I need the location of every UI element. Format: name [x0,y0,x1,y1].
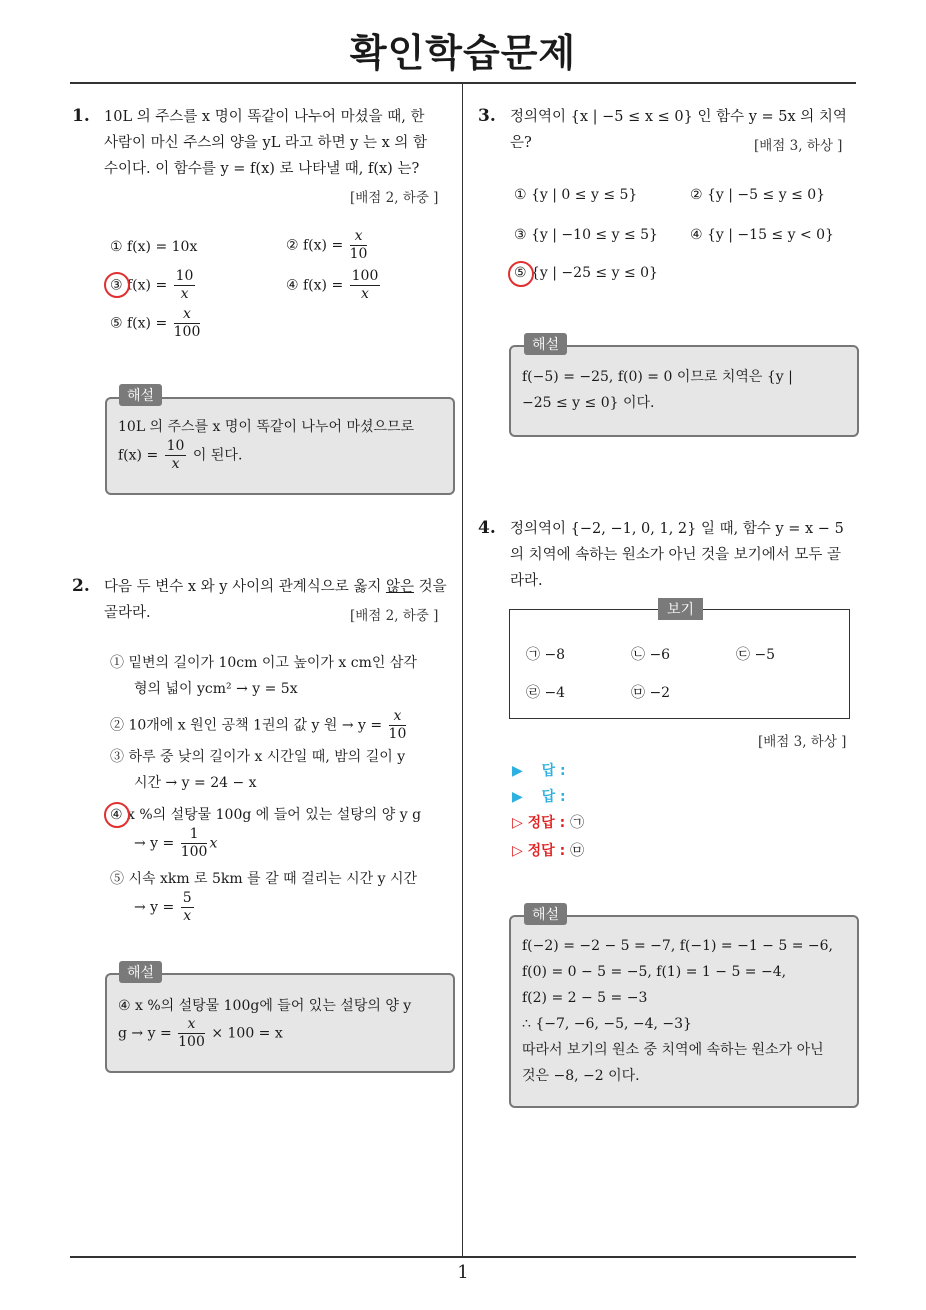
q1-choice-2-label: ② f(x) = [286,237,344,254]
q4-explanation-line4: ∴ {−7, −6, −5, −4, −3} [522,1016,692,1032]
q1-number: 1. [72,106,90,126]
q4-rank: [배점 3, 하상 ] [758,734,847,750]
q2-choice-4a[interactable]: ④ x %의 설탕물 100g 에 들어 있는 설탕의 양 y g [110,807,422,823]
bottom-rule [70,1256,856,1258]
q2-rank: [배점 2, 하중 ] [350,608,439,624]
page-number: 1 [457,1262,469,1283]
q2-explanation-line1: ④ x %의 설탕물 100g에 들어 있는 설탕의 양 y [118,998,412,1014]
q4-bogi-item-5: ㉤ −2 [631,685,671,701]
q4-line3: 라라. [510,573,543,589]
q2-choice-1a[interactable]: ① 밑변의 길이가 10cm 이고 높이가 x cm인 삼각 [110,655,417,671]
q4-answer-blank-1[interactable]: ▶ 답 : [512,763,566,779]
q4-line2: 의 치역에 속하는 원소가 아닌 것을 보기에서 모두 골 [510,547,842,563]
q4-explanation-line1: f(−2) = −2 − 5 = −7, f(−1) = −1 − 5 = −6, [522,938,833,954]
play-icon: ▶ [512,789,523,805]
q4-bogi-item-4: ㉣ −4 [526,685,566,701]
q3-selected-mark [508,261,534,287]
q3-choice-5[interactable]: ⑤ {y | −25 ≤ y ≤ 0} [514,265,658,281]
q2-line2: 골라라. [104,605,151,621]
q4-bogi-item-2: ㉡ −6 [631,647,671,663]
triangle-outline-icon: ▷ [512,843,523,859]
q4-explanation-line3: f(2) = 2 − 5 = −3 [522,990,648,1006]
q2-choice-3a[interactable]: ③ 하루 중 낮의 길이가 x 시간일 때, 밤의 길이 y [110,749,406,765]
q3-explanation-line1: f(−5) = −25, f(0) = 0 이므로 치역은 {y | [522,369,793,385]
q3-explanation-line2: −25 ≤ y ≤ 0} 이다. [522,395,655,411]
q4-bogi-box [509,609,850,719]
q2-choice-2[interactable]: ② 10개에 x 원인 공책 1권의 값 y 원 → y = $\frac{x}{10}$ [110,708,407,742]
q2-selected-mark [104,802,130,828]
q2-explanation-tag: 해설 [119,961,162,983]
page-title: 확인학습문제 [349,31,577,75]
q3-number: 3. [478,106,496,126]
q3-explanation-tag: 해설 [524,333,567,355]
q4-bogi-item-1: ㉠ −8 [526,647,566,663]
q2-choice-3b: 시간 → y = 24 − x [134,775,257,791]
q1-rank: [배점 2, 하중 ] [350,190,439,206]
q1-choice-2-fraction: $\frac{x}{10}$ [349,228,368,262]
q2-choice-1b: 형의 넓이 ycm² → y = 5x [134,681,298,697]
q4-bogi-item-3: ㉢ −5 [736,647,776,663]
q3-choice-1[interactable]: ① {y | 0 ≤ y ≤ 5} [514,187,638,203]
q1-explanation-line1: 10L 의 주스를 x 명이 똑같이 나누어 마셨으므로 [118,419,415,435]
q1-choice-4-fraction: $\frac{100}{x}$ [351,268,379,302]
q3-choice-3[interactable]: ③ {y | −10 ≤ y ≤ 5} [514,227,658,243]
q2-choice-4b: → y = $\frac{1}{100}$ x [134,826,218,860]
q1-line3: 수이다. 이 함수를 y = f(x) 로 나타낼 때, f(x) 는? [104,161,420,177]
q4-explanation-line6: 것은 −8, −2 이다. [522,1068,640,1084]
triangle-outline-icon: ▷ [512,815,523,831]
q1-choice-2[interactable] [286,228,369,263]
q1-choice-5-fraction: $\frac{x}{100}$ [173,306,201,340]
q1-choice-4-label: ④ f(x) = [286,277,344,294]
q1-explanation-tag: 해설 [119,384,162,406]
q1-line1: 10L 의 주스를 x 명이 똑같이 나누어 마셨을 때, 한 [104,109,425,125]
q1-choice-5[interactable] [110,306,202,341]
q4-answer-blank-2[interactable]: ▶ 답 : [512,789,566,805]
q4-line1: 정의역이 {−2, −1, 0, 1, 2} 일 때, 함수 y = x − 5 [510,521,844,537]
q1-selected-mark [104,272,130,298]
q3-choice-4[interactable]: ④ {y | −15 ≤ y < 0} [690,227,834,243]
q2-choice-5b: → y = $\frac{5}{x}$ [134,890,192,924]
q4-explanation-tag: 해설 [524,903,567,925]
q3-choice-2[interactable]: ② {y | −5 ≤ y ≤ 0} [690,187,826,203]
q1-choice-3-fraction: $\frac{10}{x}$ [175,268,194,302]
q3-rank: [배점 3, 하상 ] [754,138,843,154]
q4-number: 4. [478,518,496,538]
q4-explanation-line2: f(0) = 0 − 5 = −5, f(1) = 1 − 5 = −4, [522,964,787,980]
q2-line1: 다음 두 변수 x 와 y 사이의 관계식으로 옳지 않은 것을 [104,579,447,595]
q2-number: 2. [72,576,90,596]
q4-correct-answer-2: ▷ 정답 : ㉤ [512,843,585,859]
q1-choice-3-label: ③ f(x) = [110,277,168,294]
q2-explanation-line2: g → y = $\frac{x}{100}$ × 100 = x [118,1016,283,1050]
column-divider [462,83,463,1257]
q1-explanation-line2: f(x) = $\frac{10}{x}$ 이 된다. [118,438,243,472]
q2-choice-5a[interactable]: ⑤ 시속 xkm 로 5km 를 갈 때 걸리는 시간 y 시간 [110,871,417,887]
q1-choice-5-label: ⑤ f(x) = [110,315,168,332]
q4-bogi-tag: 보기 [658,598,703,620]
q1-choice-1[interactable]: ① f(x) = 10x [110,239,198,255]
q1-line2: 사람이 마신 주스의 양을 yL 라고 하면 y 는 x 의 함 [104,135,428,151]
q1-choice-4[interactable] [286,268,382,303]
q4-correct-answer-1: ▷ 정답 : ㉠ [512,815,585,831]
top-rule [70,82,856,84]
q4-explanation-line5: 따라서 보기의 원소 중 치역에 속하는 원소가 아닌 [522,1042,824,1058]
q3-line1: 정의역이 {x | −5 ≤ x ≤ 0} 인 함수 y = 5x 의 치역 [510,109,847,125]
play-icon: ▶ [512,763,523,779]
q3-line2: 은? [510,135,532,151]
